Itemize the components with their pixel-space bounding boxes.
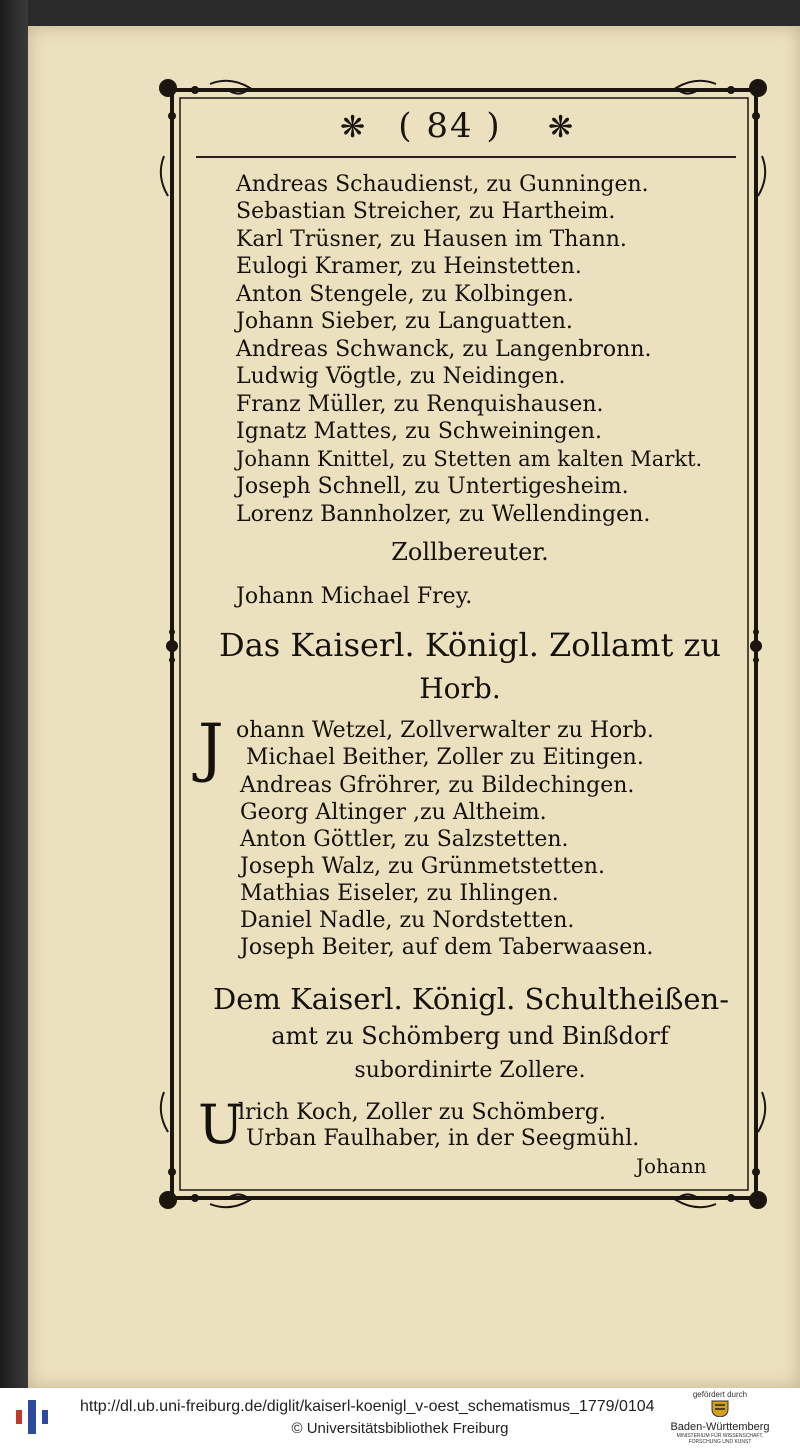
list-item: Andreas Gfröhrer, zu Bildechingen.: [240, 773, 635, 798]
book-edge: [0, 0, 28, 1388]
list-item: lrich Koch, Zoller zu Schömberg.: [238, 1100, 606, 1125]
list-item: Andreas Schaudienst, zu Gunningen.: [236, 172, 649, 197]
list-item: Eulogi Kramer, zu Heinstetten.: [236, 254, 582, 279]
sponsor-ministry: MINISTERIUM FÜR WISSENSCHAFT, FORSCHUNG UND KUNST: [676, 1433, 764, 1445]
drop-cap: J: [198, 711, 224, 785]
list-item: Joseph Schnell, zu Untertigesheim.: [236, 474, 629, 499]
copyright-text: © Universitätsbibliothek Freiburg: [291, 1420, 509, 1437]
state-coat-of-arms-icon: [703, 1399, 737, 1417]
section-heading-horb: Das Kaiserl. Königl. Zollamt zu: [219, 626, 721, 664]
right-flourish-icon: ❋: [548, 110, 574, 145]
list-item: Joseph Walz, zu Grünmetstetten.: [240, 854, 605, 879]
list-item: Ignatz Mattes, zu Schweiningen.: [236, 419, 602, 444]
section-heading-schomberg-line2: amt zu Schömberg und Binßdorf: [271, 1022, 669, 1050]
catchword: Johann: [636, 1154, 707, 1178]
list-item: Johann Michael Frey.: [236, 584, 473, 609]
list-item: Joseph Beiter, auf dem Taberwaasen.: [240, 935, 654, 960]
section-heading-schomberg-line3: subordinirte Zollere.: [354, 1058, 586, 1083]
page-url-link[interactable]: http://dl.ub.uni-freiburg.de/diglit/kaiserl-koenigl_v-oest_schematismus_1779/0104: [80, 1398, 655, 1415]
list-item: Karl Trüsner, zu Hausen im Thann.: [236, 227, 627, 252]
list-item: Michael Beither, Zoller zu Eitingen.: [246, 745, 644, 770]
section-heading-horb-place: Horb.: [419, 672, 501, 705]
list-item: Anton Göttler, zu Salzstetten.: [240, 827, 569, 852]
list-item: ohann Wetzel, Zollverwalter zu Horb.: [236, 718, 654, 743]
list-item: Anton Stengele, zu Kolbingen.: [236, 282, 574, 307]
page-number: ( 84 ): [398, 106, 502, 146]
list-item: Mathias Eiseler, zu Ihlingen.: [240, 881, 559, 906]
sponsor-state: Baden-Württemberg: [670, 1421, 770, 1433]
list-item: Lorenz Bannholzer, zu Wellendingen.: [236, 502, 651, 527]
list-item: Johann Sieber, zu Languatten.: [236, 309, 573, 334]
list-item: Urban Faulhaber, in der Seegmühl.: [246, 1126, 640, 1151]
list-item: Daniel Nadle, zu Nordstetten.: [240, 908, 575, 933]
list-item: Georg Altinger ,zu Altheim.: [240, 800, 547, 825]
list-item: Andreas Schwanck, zu Langenbronn.: [236, 337, 652, 362]
list-item: Franz Müller, zu Renquishausen.: [236, 392, 604, 417]
list-item: Johann Knittel, zu Stetten am kalten Markt.: [236, 447, 703, 471]
header-rule: [196, 156, 736, 158]
sponsor-label: gefördert durch: [692, 1390, 748, 1399]
left-flourish-icon: ❋: [340, 110, 366, 145]
viewer-footer: [0, 1388, 800, 1448]
list-item: Ludwig Vögtle, zu Neidingen.: [236, 364, 566, 389]
list-item: Sebastian Streicher, zu Hartheim.: [236, 199, 616, 224]
section-heading-zollbereuter: Zollbereuter.: [391, 538, 549, 566]
drop-cap: U: [198, 1093, 244, 1156]
sponsor-block: [660, 1390, 780, 1445]
section-heading-schomberg: Dem Kaiserl. Königl. Schultheißen-: [212, 982, 730, 1016]
